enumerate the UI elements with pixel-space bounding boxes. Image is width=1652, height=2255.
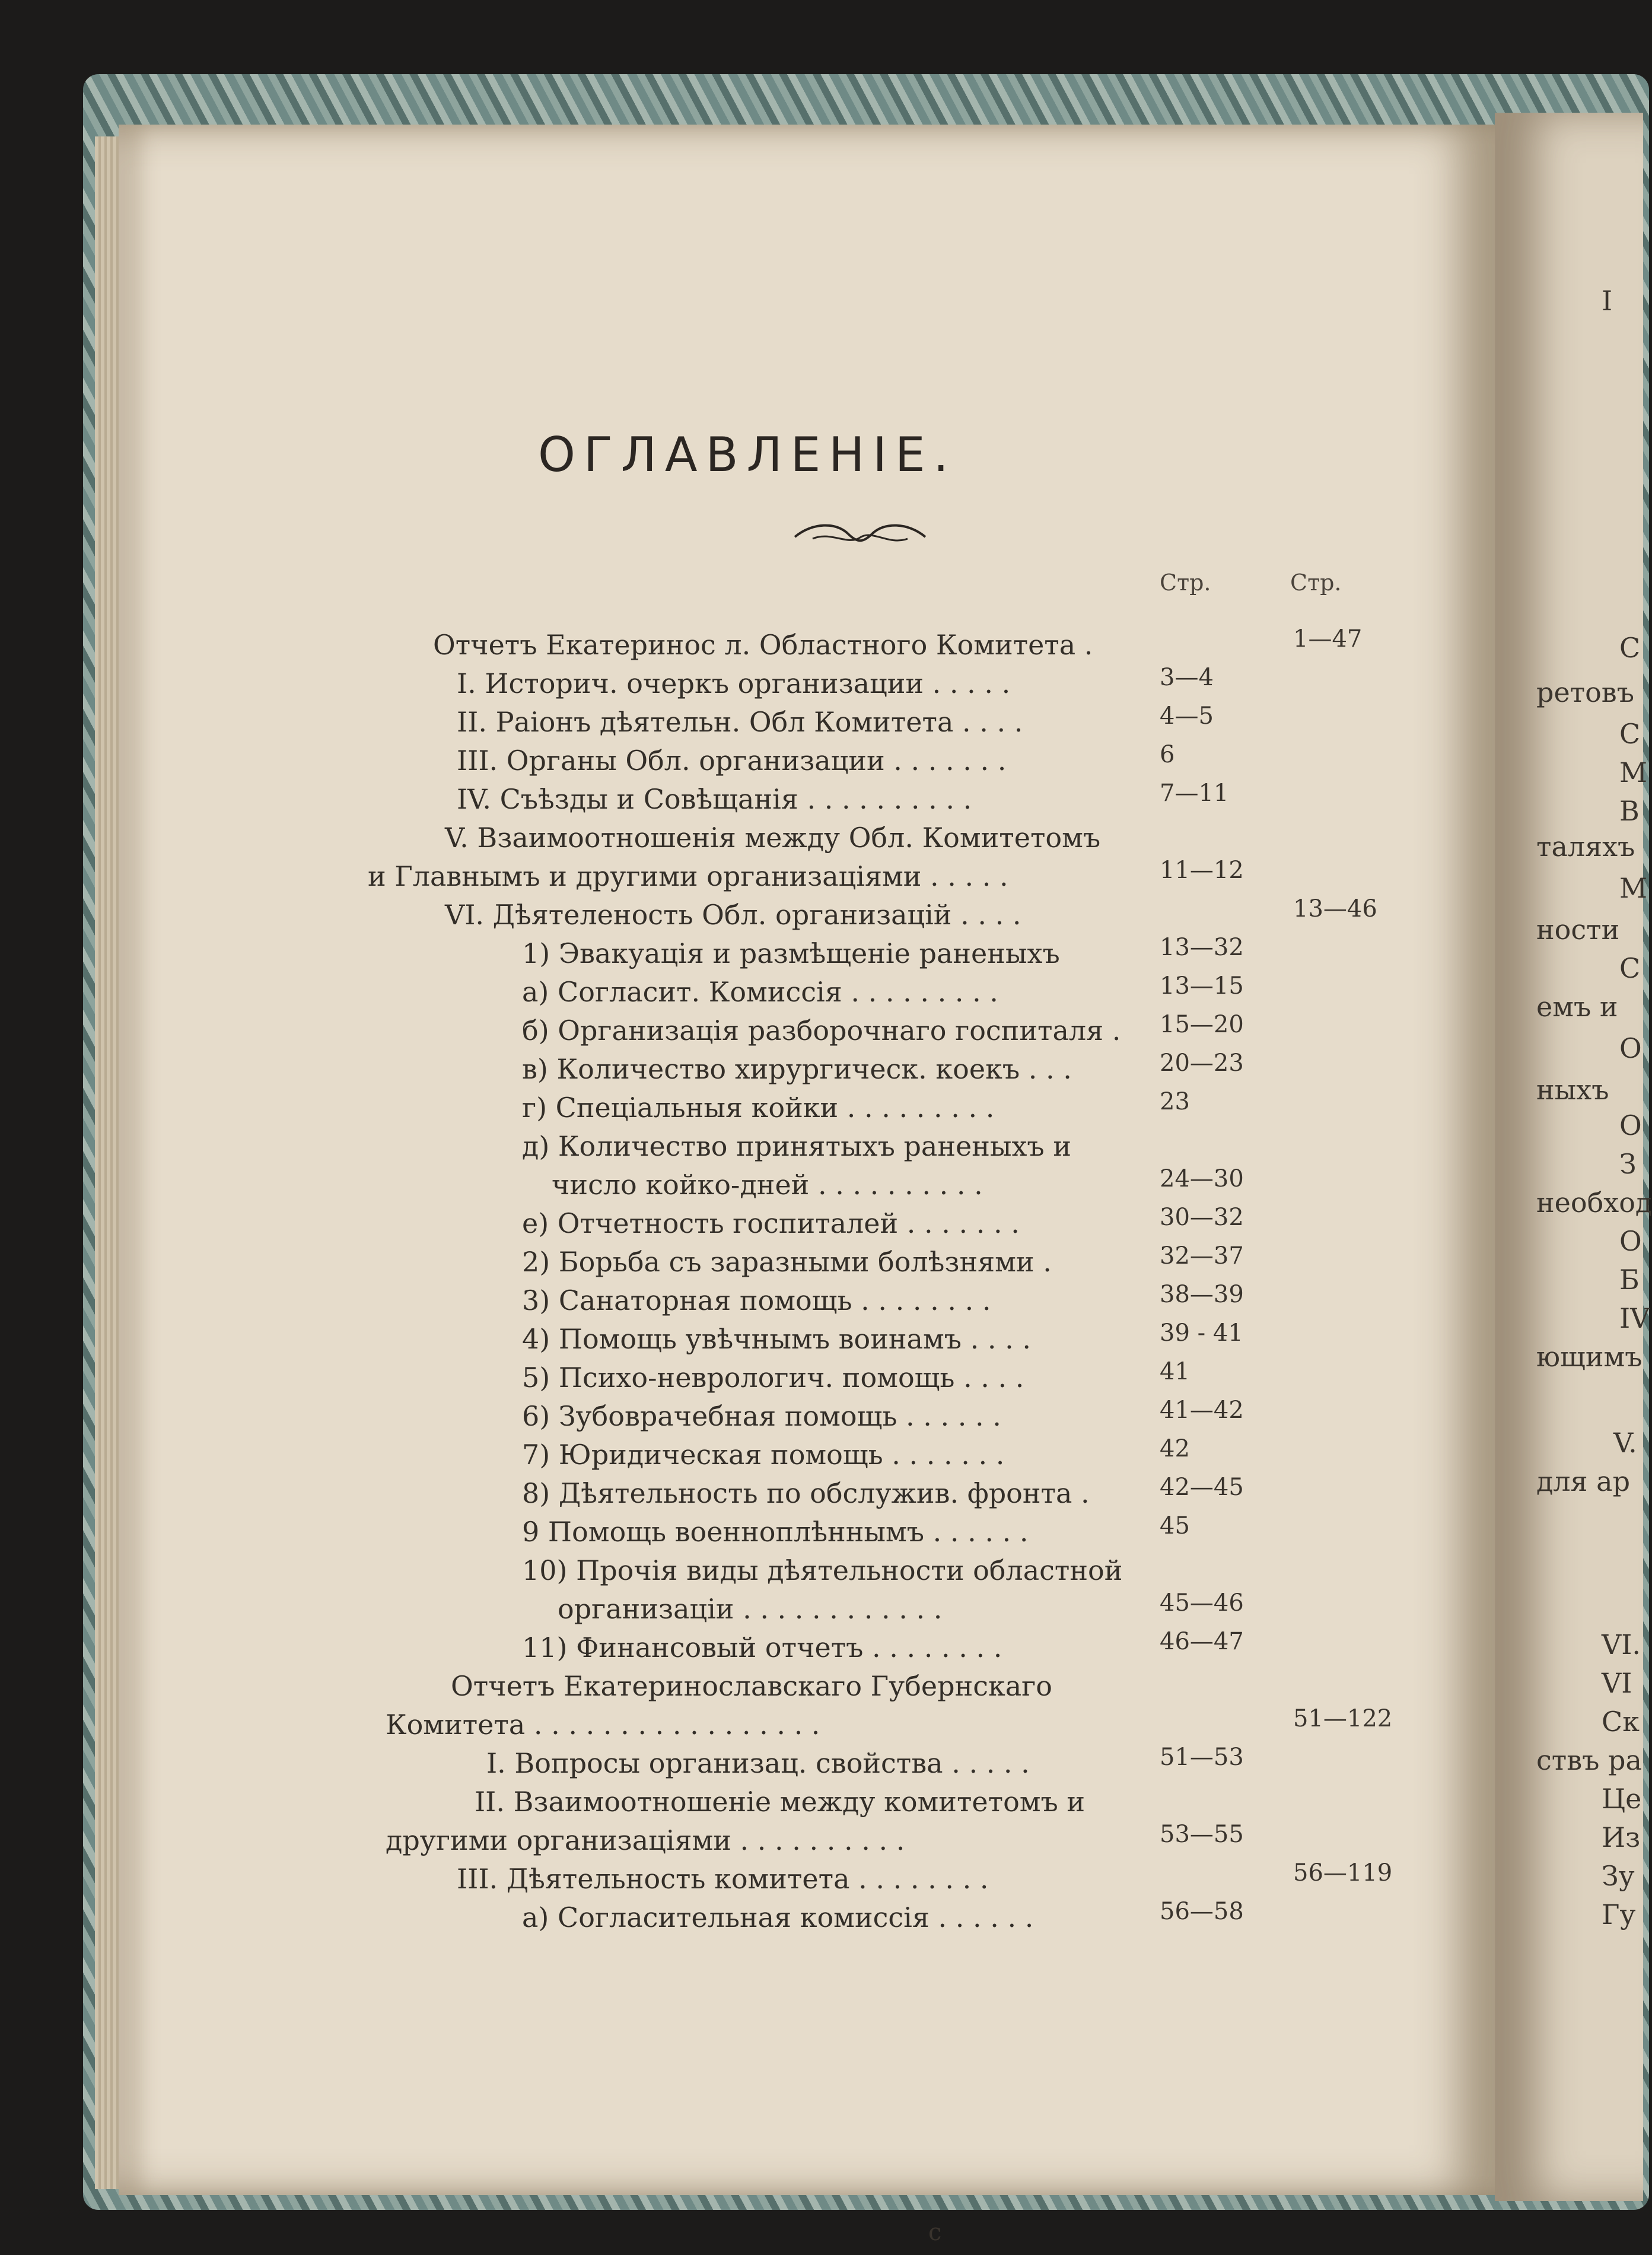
toc-page-number: 3—4 bbox=[1160, 664, 1214, 691]
toc-entry: 1) Эвакуацiя и размѣщенiе раненыхъ bbox=[522, 937, 1060, 969]
right-page-fragment: Б bbox=[1619, 1264, 1640, 1296]
right-page-fragment: С bbox=[1619, 952, 1641, 984]
toc-entry: Отчетъ Екатеринос л. Областного Комитета . bbox=[433, 629, 1093, 661]
toc-entry: 11) Финансовый отчетъ . . . . . . . . bbox=[522, 1631, 1002, 1664]
right-page-fragment: ствъ ра bbox=[1536, 1744, 1642, 1776]
toc-page-number: 45—46 bbox=[1160, 1589, 1244, 1617]
toc-page-number: 13—32 bbox=[1160, 934, 1244, 961]
right-page-fragment: VI. bbox=[1602, 1629, 1641, 1661]
right-page-fragment: V. bbox=[1613, 1427, 1637, 1459]
right-page-fragment: С bbox=[1619, 632, 1641, 664]
toc-page-number: 41—42 bbox=[1160, 1397, 1244, 1424]
toc-entry: е) Отчетность госпиталей . . . . . . . bbox=[522, 1207, 1020, 1239]
toc-page-range: 13—46 bbox=[1293, 895, 1377, 923]
toc-entry: 4) Помощь увѣчнымъ воинамъ . . . . bbox=[522, 1323, 1031, 1355]
title-text: ОГЛАВЛЕНIЕ. bbox=[538, 427, 957, 482]
toc-page-number: 38—39 bbox=[1160, 1281, 1244, 1308]
toc-page-number: 7—11 bbox=[1160, 780, 1229, 807]
right-page-fragment: С bbox=[1619, 718, 1641, 750]
toc-entry: 7) Юридическая помощь . . . . . . . bbox=[522, 1439, 1005, 1471]
toc-page-range: 56—119 bbox=[1293, 1859, 1393, 1887]
right-page-fragment: ныхъ bbox=[1536, 1074, 1609, 1106]
right-page-fragment: ющимъ bbox=[1536, 1341, 1643, 1373]
toc-entry: III. Органы Обл. организации . . . . . . . bbox=[457, 745, 1007, 777]
right-page-fragment: IV bbox=[1619, 1302, 1650, 1334]
right-page-fragment: для ар bbox=[1536, 1465, 1631, 1497]
toc-page-number: 24—30 bbox=[1160, 1165, 1244, 1192]
right-page-fragment: В bbox=[1619, 795, 1640, 827]
right-page-fragment: необход bbox=[1536, 1187, 1652, 1219]
right-page-fragment: Из bbox=[1602, 1821, 1641, 1853]
toc-entry: б) Организацiя разборочнаго госпиталя . bbox=[522, 1014, 1121, 1047]
right-page-fragment: Ск bbox=[1602, 1706, 1640, 1738]
toc-entry: 3) Санаторная помощь . . . . . . . . bbox=[522, 1284, 991, 1316]
column-header-pages: Стр. bbox=[1160, 570, 1211, 596]
toc-entry: организацiи . . . . . . . . . . . . bbox=[558, 1593, 943, 1625]
toc-page-number: 56—58 bbox=[1160, 1898, 1244, 1925]
toc-entry: V. Взаимоотношенiя между Обл. Комитетомъ bbox=[445, 822, 1101, 854]
toc-entry: III. Дѣятельность комитета . . . . . . . . bbox=[457, 1863, 989, 1895]
right-page-fragment: ности bbox=[1536, 914, 1620, 946]
right-page-fragment: емъ и bbox=[1536, 991, 1618, 1023]
toc-entry: 9 Помощь военноплѣннымъ . . . . . . bbox=[522, 1516, 1029, 1548]
right-page-fragment: Зу bbox=[1602, 1860, 1635, 1892]
toc-entry: а) Согласительная комиссiя . . . . . . bbox=[522, 1901, 1034, 1933]
margin-mark: c bbox=[928, 2219, 942, 2246]
toc-entry: 8) Дѣятельность по обслужив. фронта . bbox=[522, 1477, 1090, 1509]
toc-page-number: 23 bbox=[1160, 1088, 1190, 1115]
column-header-pages-total: Стр. bbox=[1290, 570, 1342, 596]
toc-entry: и Главнымъ и другими организацiями . . . . . bbox=[368, 860, 1008, 892]
right-page-fragment: О bbox=[1619, 1225, 1642, 1257]
toc-entry: II. Взаимоотношенiе между комитетомъ и bbox=[475, 1786, 1086, 1818]
toc-page-number: 30—32 bbox=[1160, 1204, 1244, 1231]
ornament-flourish bbox=[789, 516, 931, 552]
toc-page-number: 51—53 bbox=[1160, 1744, 1244, 1771]
right-page-fragment: I bbox=[1602, 285, 1613, 317]
toc-page-number: 42 bbox=[1160, 1435, 1190, 1462]
toc-entry: II. Раiонъ дѣятельн. Обл Комитета . . . . bbox=[457, 706, 1023, 738]
toc-entry: 10) Прочiя виды дѣятельности областной bbox=[522, 1554, 1123, 1586]
right-page-fragment: М bbox=[1619, 756, 1648, 788]
toc-page-number: 41 bbox=[1160, 1358, 1190, 1385]
right-page-fragment: ретовъ bbox=[1536, 676, 1634, 708]
right-page-fragment: М bbox=[1619, 872, 1648, 904]
toc-page-range: 1—47 bbox=[1293, 625, 1363, 653]
toc-entry: 6) Зубоврачебная помощь . . . . . . bbox=[522, 1400, 1001, 1432]
right-page-fragment: Гу bbox=[1602, 1898, 1636, 1930]
toc-entry: г) Спецiальныя койки . . . . . . . . . bbox=[522, 1092, 995, 1124]
toc-entry: Комитета . . . . . . . . . . . . . . . . . bbox=[386, 1709, 820, 1741]
right-page-fragment: Це bbox=[1602, 1783, 1642, 1815]
toc-entry: 5) Психо-неврологич. помощь . . . . bbox=[522, 1362, 1024, 1394]
right-page-fragment: О bbox=[1619, 1032, 1642, 1064]
toc-page-number: 45 bbox=[1160, 1512, 1190, 1540]
right-page-fragment: VI bbox=[1602, 1667, 1632, 1699]
toc-entry: IV. Съѣзды и Совѣщанiя . . . . . . . . . . bbox=[457, 783, 972, 815]
toc-entry: VI. Дѣятеленость Обл. организацiй . . . . bbox=[445, 899, 1021, 931]
toc-entry: другими организацiями . . . . . . . . . . bbox=[386, 1824, 905, 1856]
toc-entry: I. Вопросы организац. свойства . . . . . bbox=[486, 1747, 1030, 1779]
toc-entry: Отчетъ Екатеринославскаго Губернскаго bbox=[451, 1670, 1052, 1702]
toc-entry: а) Согласит. Комиссiя . . . . . . . . . bbox=[522, 976, 998, 1008]
toc-page-number: 46—47 bbox=[1160, 1628, 1244, 1655]
page-title bbox=[0, 427, 1643, 482]
toc-page-number: 15—20 bbox=[1160, 1011, 1244, 1038]
toc-page-number: 13—15 bbox=[1160, 972, 1244, 1000]
toc-page-number: 20—23 bbox=[1160, 1049, 1244, 1077]
toc-page-range: 51—122 bbox=[1293, 1705, 1393, 1732]
toc-entry: в) Количество хирургическ. коекъ . . . bbox=[522, 1053, 1072, 1085]
toc-page-number: 6 bbox=[1160, 741, 1175, 768]
toc-page-number: 32—37 bbox=[1160, 1242, 1244, 1270]
toc-page-number: 39 - 41 bbox=[1160, 1319, 1243, 1347]
toc-entry: I. Историч. очеркъ организации . . . . . bbox=[457, 667, 1011, 699]
right-page-fragment: О bbox=[1619, 1109, 1642, 1141]
toc-entry: число койко-дней . . . . . . . . . . bbox=[552, 1169, 983, 1201]
toc-page-number: 42—45 bbox=[1160, 1474, 1244, 1501]
toc-entry: 2) Борьба съ заразными болѣзнями . bbox=[522, 1246, 1052, 1278]
toc-page-number: 4—5 bbox=[1160, 702, 1214, 730]
right-page-fragment: З bbox=[1619, 1148, 1637, 1180]
right-page-fragment: таляхъ bbox=[1536, 831, 1635, 863]
toc-entry: д) Количество принятыхъ раненыхъ и bbox=[522, 1130, 1071, 1162]
toc-page-number: 11—12 bbox=[1160, 857, 1244, 884]
toc-page-number: 53—55 bbox=[1160, 1821, 1244, 1848]
